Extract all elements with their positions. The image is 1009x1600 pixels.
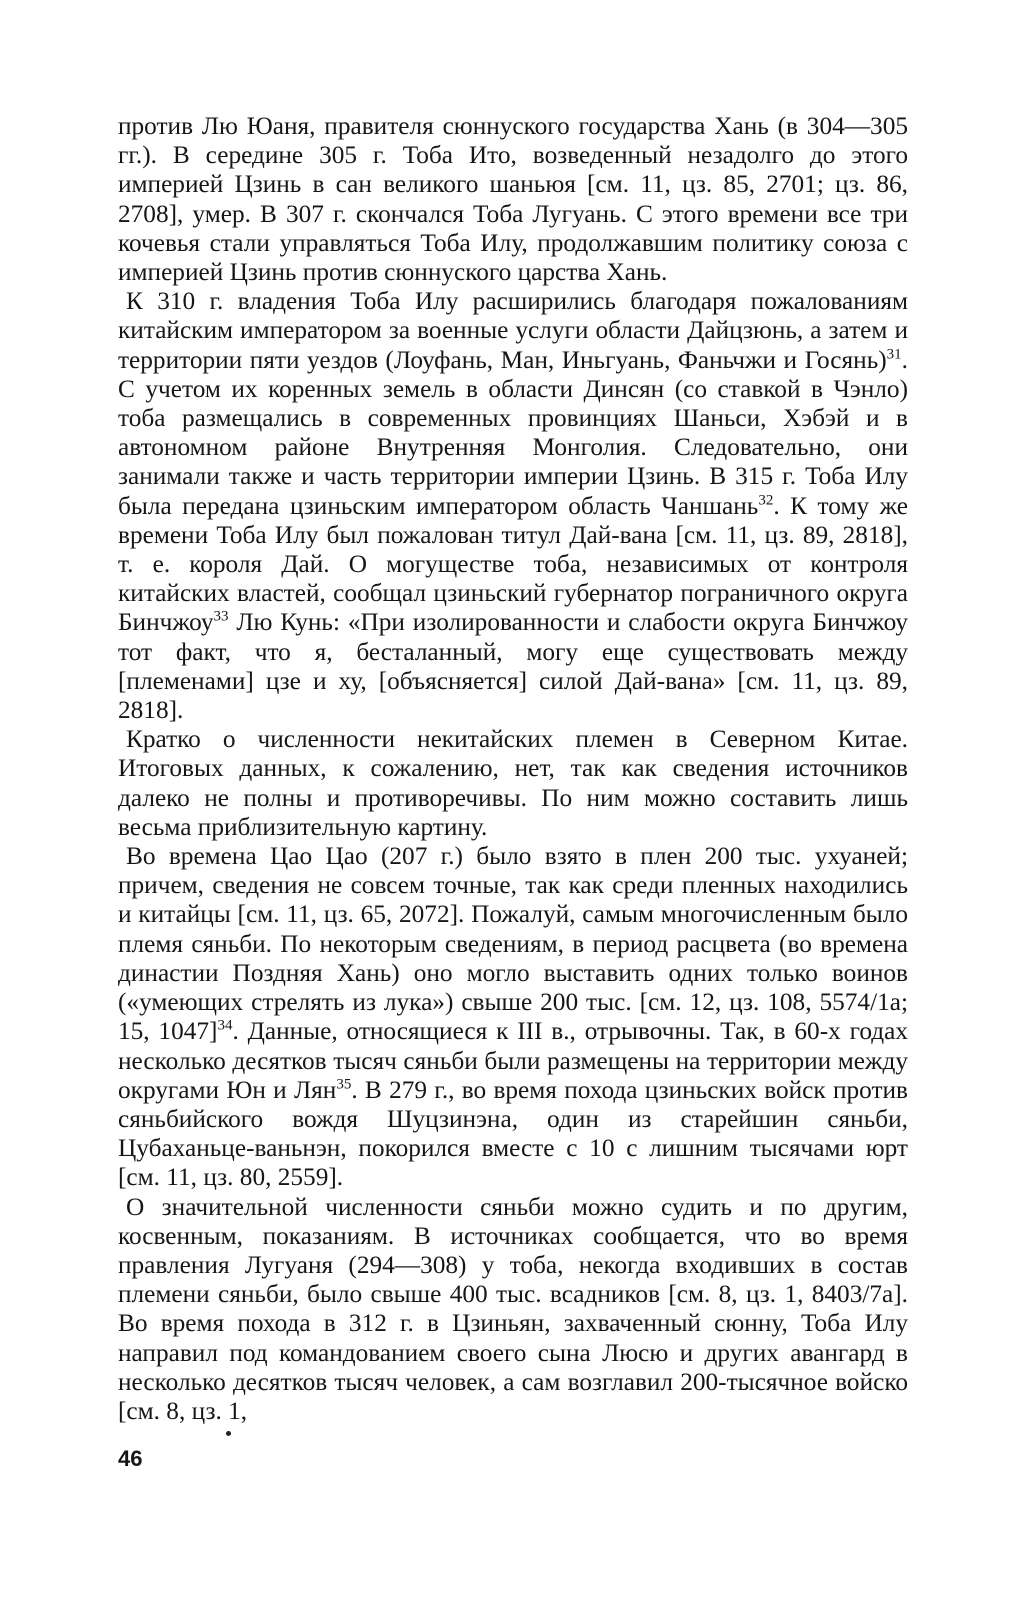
paragraph-2 [118,287,908,725]
text-run: К 310 г. владения Тоба Илу расширились благодаря пожалованиям китайским императором за военные услуги области Дайцзюнь, а затем и территории пяти уездов (Лоуфань, Ман, Иньгуань, Фаньчжи и Госянь) [118,287,908,374]
page-number: 46 [118,1446,143,1471]
footnote-ref: 32 [758,492,774,509]
text-run: . В 279 г., во время похода цзиньских войск против сяньбийского вождя Шуцзинэна, один из старейшин сяньби, Цубаханьце-ваньнэн, покорился вместе с 10 с лишним тысячами юрт [см. 11, цз. 80, 2559]. [118,1075,908,1192]
paragraph-5 [118,1193,908,1427]
print-speck [226,1431,231,1436]
text-run: против Лю Юаня, правителя сюннуского государства Хань (в 304—305 гг.). В середине 305 г. Тоба Ито, возведенный незадолго до этого империей Цзинь в сан великого шаньюя [см. 11, цз. 85, 2701; цз. 86, 2708], умер. В 307 г. скончался Тоба Лугуань. С этого времени все три кочевья стали управляться Тоба Илу, продолжавшим политику союза с империей Цзинь против сюннуского царства Хань. [118,112,908,287]
text-run: . К тому же времени Тоба Илу был пожалован титул Дай-вана [см. 11, цз. 89, 2818], т. е. короля Дай. О могуществе тоба, независимых от контроля китайских властей, сообщал цзиньский губернатор пограничного округа Бинчжоу [118,491,908,637]
text-run: Лю Кунь: «При изолированности и слабости округа Бинчжоу тот факт, что я, бесталанный, могу еще существовать между [племенами] цзе и ху, [объясняется] силой Дай-вана» [см. 11, цз. 89, 2818]. [118,608,908,725]
text-run: . С учетом их коренных земель в области Динсян (со ставкой в Чэнло) тоба размещались в современных провинциях Шаньси, Хэбэй и в автономном районе Внутренняя Монголия. Следовательно, они занимали также и часть территории империи Цзинь. В 315 г. Тоба Илу была передана цзиньским императором область Чаншань [118,345,908,520]
paragraph-4 [118,842,908,1192]
text-run: Кратко о численности некитайских племен в Северном Китае. Итоговых данных, к сожалению, нет, так как сведения источников далеко не полны и противоречивы. По ним можно составить лишь весьма приблизительную картину. [118,725,908,841]
text-run: Во времена Цао Цао (207 г.) было взято в плен 200 тыс. ухуаней; причем, сведения не совсем точные, так как среди пленных находились и китайцы [см. 11, цз. 65, 2072]. Пожалуй, самым многочисленным было племя сяньби. По некоторым сведениям, в период расцвета (во времена династии Поздняя Хань) оно могло выставить одних только воинов («умеющих стрелять из лука») свыше 200 тыс. [см. 12, цз. 108, 5574/1а; 15, 1047] [118,842,908,1046]
footnote-ref: 34 [217,1017,233,1034]
footnote-ref: 33 [213,609,229,626]
footnote-ref: 35 [336,1076,352,1093]
text-run: О значительной численности сяньби можно судить и по другим, косвенным, показаниям. В источниках сообщается, что во время правления Лугуаня (294—308) у тоба, некогда входивших в состав племени сяньби, было свыше 400 тыс. всадников [см. 8, цз. 1, 8403/7а]. Во время похода в 312 г. в Цзиньян, захваченный сюнну, Тоба Илу направил под командованием своего сына Люсю и других авангард в несколько десятков тысяч человек, а сам возглавил 200-тысячное войско [см. 8, цз. 1, [118,1192,908,1425]
paragraph-3 [118,725,908,842]
text-run: . Данные, относящиеся к III в., отрывочны. Так, в 60-х годах несколько десятков тысяч сяньби были размещены на территории между округами Юн и Лян [118,1017,908,1104]
paragraph-1 [118,112,908,287]
footnote-ref: 31 [886,346,902,363]
page-body-text [118,112,908,1426]
